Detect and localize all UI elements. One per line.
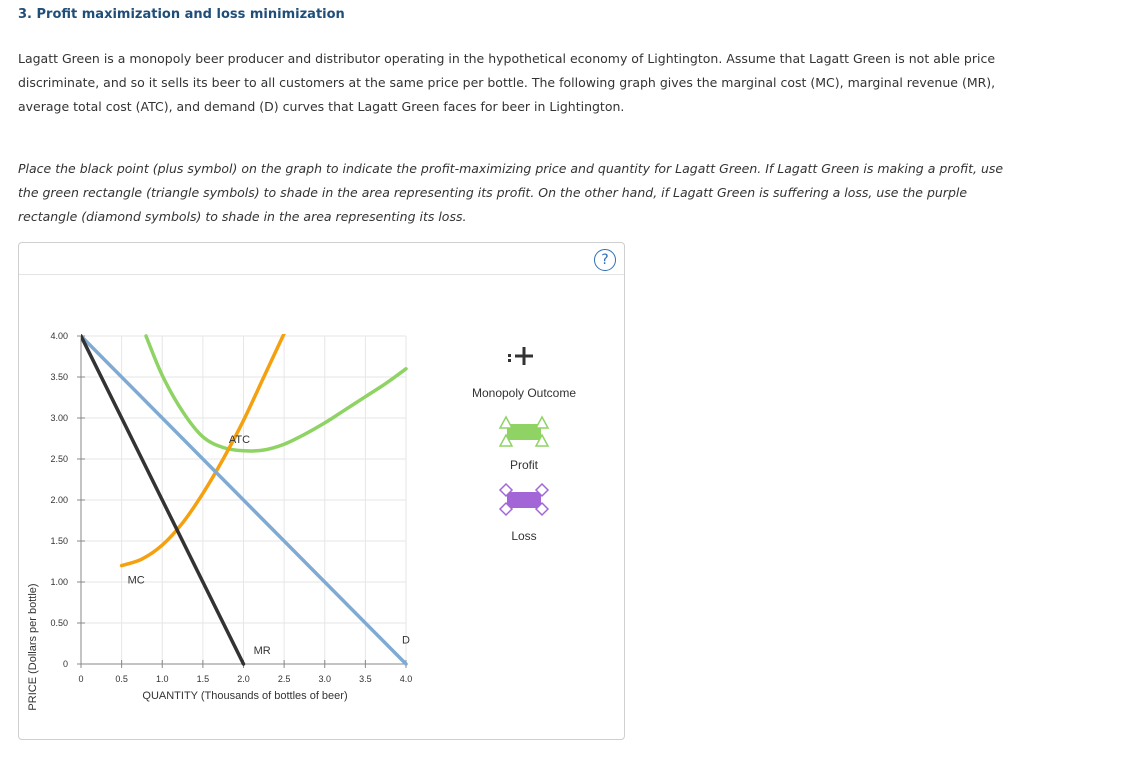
- y-tick-label: 1.00: [50, 577, 68, 587]
- x-tick-label: 2.0: [237, 674, 250, 684]
- plus-icon[interactable]: [508, 347, 533, 365]
- triangle-icon[interactable]: [500, 417, 548, 446]
- x-tick-label: 0.5: [115, 674, 128, 684]
- x-tick-label: 3.5: [359, 674, 372, 684]
- question-instructions: Place the black point (plus symbol) on the graph to indicate the profit-maximizing price and quantity for Lagatt Green. If Lagatt Green is making a profit, use the green rectangle (triangle symbols) to shade in the area representing its profit. On the other hand, if Lagatt Green is suffering a loss, use the purple rectangle (diamond symbols) to shade in the area representing its loss.: [18, 161, 1004, 224]
- y-tick-label: 1.50: [50, 536, 68, 546]
- y-tick-label: 0: [62, 659, 68, 669]
- curve-label-mr: MR: [253, 644, 271, 657]
- curve-label-d: D: [402, 634, 410, 647]
- x-tick-label: 0: [78, 674, 84, 684]
- x-axis-title: QUANTITY (Thousands of bottles of beer): [142, 690, 348, 702]
- question-description: Lagatt Green is a monopoly beer producer and distributor operating in the hypothetical economy of Lightington. Assume that Lagatt Green is not able price discriminate, and so it sells its beer to all customers at the same price per bottle. The following graph gives the marginal cost (MC), marginal revenue (MR), average total cost (ATC), and demand (D) curves that Lagatt Green faces for beer in Lightington.: [18, 51, 996, 114]
- y-tick-label: 3.00: [50, 413, 68, 423]
- x-tick-label: 1.0: [155, 674, 169, 684]
- y-tick-label: 2.00: [50, 495, 68, 505]
- x-tick-label: 4.0: [399, 674, 413, 684]
- loss-rectangle-tool[interactable]: [500, 484, 548, 543]
- monopoly-graph: [19, 243, 624, 739]
- legend-profit: Profit: [509, 458, 539, 472]
- diamond-icon[interactable]: [500, 484, 548, 515]
- legend-monopoly-outcome: Monopoly Outcome: [471, 386, 577, 400]
- y-tick-label: 4.00: [50, 331, 68, 341]
- legend-loss: Loss: [511, 529, 537, 543]
- y-tick-label: 2.50: [50, 454, 68, 464]
- x-tick-label: 2.5: [277, 674, 291, 684]
- question-title: 3. Profit maximization and loss minimization: [18, 7, 345, 22]
- y-axis-title: PRICE (Dollars per bottle): [27, 583, 39, 711]
- x-tick-label: 3.0: [318, 674, 332, 684]
- help-icon[interactable]: ?: [594, 249, 616, 271]
- graph-widget: [18, 242, 625, 740]
- y-tick-label: 0.50: [50, 618, 68, 628]
- y-tick-label: 3.50: [50, 372, 68, 382]
- curve-label-atc: ATC: [228, 433, 251, 446]
- monopoly-outcome-tool[interactable]: [472, 347, 576, 400]
- profit-rectangle-tool[interactable]: [500, 417, 548, 472]
- x-tick-label: 1.5: [196, 674, 210, 684]
- curve-label-mc: MC: [127, 574, 145, 587]
